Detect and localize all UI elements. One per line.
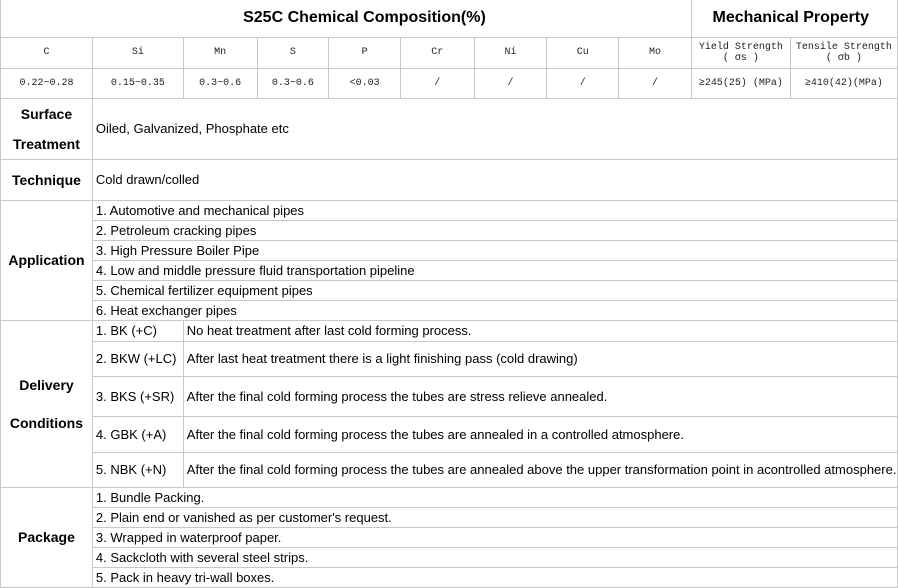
tensile-strength-symbol: ( σb )	[825, 52, 862, 64]
tensile-strength-value: ≥410(42)(MPa)	[790, 68, 897, 98]
element-header: C	[1, 37, 93, 68]
element-header: Cu	[547, 37, 619, 68]
element-header: P	[329, 37, 401, 68]
element-header-row	[1, 37, 898, 68]
element-header: Si	[92, 37, 183, 68]
delivery-code: 5. NBK (+N)	[92, 452, 183, 487]
surface-treatment-label	[1, 98, 93, 159]
yield-strength-header	[691, 37, 790, 68]
element-header: Ni	[474, 37, 547, 68]
package-label: Package	[1, 487, 93, 587]
application-item: 5. Chemical fertilizer equipment pipes	[92, 280, 897, 300]
element-header: Mo	[619, 37, 692, 68]
application-row	[1, 200, 898, 220]
package-item: 5. Pack in heavy tri-wall boxes.	[92, 567, 897, 587]
delivery-conditions-label	[1, 320, 93, 487]
application-item: 6. Heat exchanger pipes	[92, 300, 897, 320]
surface-row	[1, 98, 898, 159]
element-value: 0.15~0.35	[92, 68, 183, 98]
package-row	[1, 567, 898, 587]
element-value: 0.3~0.6	[257, 68, 329, 98]
delivery-row	[1, 452, 898, 487]
package-row	[1, 487, 898, 507]
delivery-description: After the final cold forming process the tubes are annealed above the upper transformation point in acontrolled atmosphere.	[183, 452, 897, 487]
delivery-description: After the final cold forming process the tubes are annealed in a controlled atmosphere.	[183, 416, 897, 452]
application-item: 2. Petroleum cracking pipes	[92, 220, 897, 240]
application-row	[1, 220, 898, 240]
technique-value: Cold drawn/colled	[92, 159, 897, 200]
delivery-row	[1, 376, 898, 416]
application-item: 4. Low and middle pressure fluid transportation pipeline	[92, 260, 897, 280]
yield-strength-label: Yield Strength	[698, 41, 783, 53]
application-item: 3. High Pressure Boiler Pipe	[92, 240, 897, 260]
delivery-description: After the final cold forming process the tubes are stress relieve annealed.	[183, 376, 897, 416]
delivery-row	[1, 341, 898, 376]
yield-strength-symbol: ( σs )	[722, 52, 759, 64]
package-item: 3. Wrapped in waterproof paper.	[92, 527, 897, 547]
delivery-label-line2: Conditions	[9, 414, 83, 431]
element-value-row	[1, 68, 898, 98]
title-row	[1, 0, 898, 37]
element-header: Cr	[400, 37, 474, 68]
surface-label-line2: Treatment	[12, 135, 80, 152]
element-value: /	[547, 68, 619, 98]
element-value: /	[619, 68, 692, 98]
yield-strength-value: ≥245(25) (MPa)	[691, 68, 790, 98]
tensile-strength-label: Tensile Strength	[795, 41, 892, 53]
delivery-label-line1: Delivery	[19, 376, 74, 393]
package-item: 4. Sackcloth with several steel strips.	[92, 547, 897, 567]
delivery-description: After last heat treatment there is a light finishing pass (cold drawing)	[183, 341, 897, 376]
package-item: 1. Bundle Packing.	[92, 487, 897, 507]
delivery-code: 1. BK (+C)	[92, 320, 183, 341]
element-value: 0.3~0.6	[183, 68, 257, 98]
package-item: 2. Plain end or vanished as per customer's request.	[92, 507, 897, 527]
application-row	[1, 280, 898, 300]
technique-label: Technique	[1, 159, 93, 200]
delivery-row	[1, 320, 898, 341]
chemical-composition-title: S25C Chemical Composition(%)	[1, 0, 692, 37]
application-label: Application	[1, 200, 93, 320]
delivery-description: No heat treatment after last cold forming process.	[183, 320, 897, 341]
element-header: Mn	[183, 37, 257, 68]
element-value: <0.03	[329, 68, 401, 98]
mechanical-property-title: Mechanical Property	[691, 0, 897, 37]
application-row	[1, 300, 898, 320]
delivery-code: 2. BKW (+LC)	[92, 341, 183, 376]
surface-label-line1: Surface	[20, 105, 73, 122]
application-item: 1. Automotive and mechanical pipes	[92, 200, 897, 220]
element-value: /	[474, 68, 547, 98]
element-value: /	[400, 68, 474, 98]
package-row	[1, 547, 898, 567]
element-value: 0.22~0.28	[1, 68, 93, 98]
element-header: S	[257, 37, 329, 68]
delivery-code: 3. BKS (+SR)	[92, 376, 183, 416]
delivery-row	[1, 416, 898, 452]
delivery-code: 4. GBK (+A)	[92, 416, 183, 452]
package-row	[1, 527, 898, 547]
tensile-strength-header	[790, 37, 897, 68]
application-row	[1, 260, 898, 280]
package-row	[1, 507, 898, 527]
application-row	[1, 240, 898, 260]
technique-row	[1, 159, 898, 200]
surface-treatment-value: Oiled, Galvanized, Phosphate etc	[92, 98, 897, 159]
